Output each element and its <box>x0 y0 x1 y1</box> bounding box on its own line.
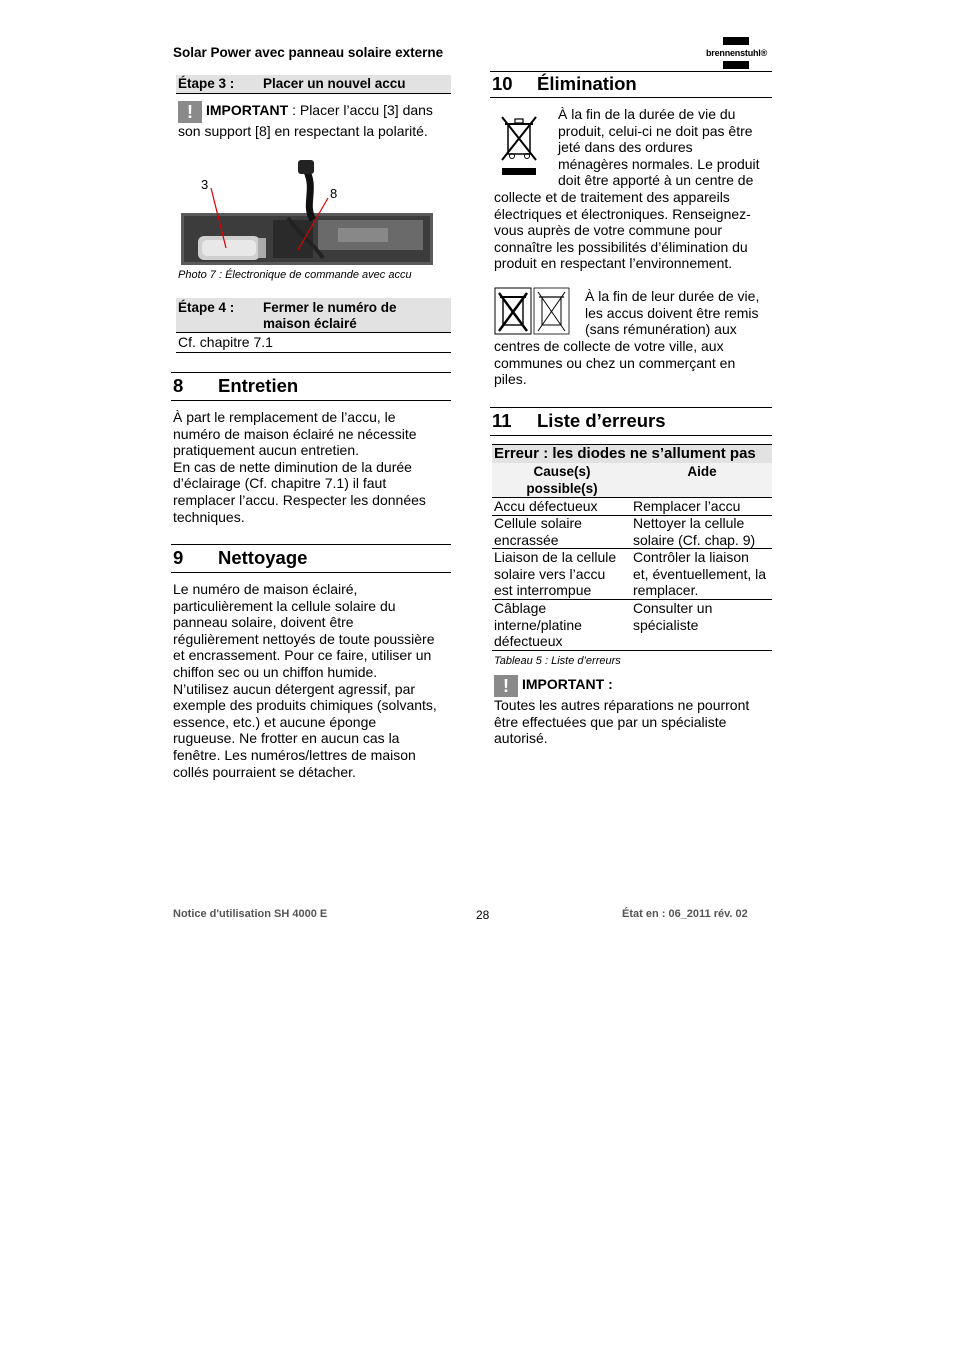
step4-ref: Cf. chapitre 7.1 <box>178 334 273 350</box>
col-header-cause-a: Cause(s) <box>533 464 591 479</box>
step4-value-a: Fermer le numéro de <box>263 300 397 315</box>
table-caption: Tableau 5 : Liste d’erreurs <box>494 655 621 667</box>
cause-line: est interrompue <box>494 582 592 599</box>
aide-line: Consulter un <box>633 600 713 616</box>
step4-ref-row <box>176 334 451 353</box>
text-line: pratiquement aucun entretien. <box>173 442 360 459</box>
text-line: communes ou chez un commerçant en <box>494 354 736 371</box>
text-line: électriques et électroniques. Renseignez- <box>494 205 751 222</box>
section-9-number: 9 <box>173 547 184 568</box>
text-line: les accus doivent être remis <box>585 304 759 321</box>
col-header-cause-b: possible(s) <box>526 480 598 496</box>
cause-line: solaire vers l’accu <box>494 565 606 582</box>
text-line: N’utilisez aucun détergent agressif, par <box>173 680 416 697</box>
text-line: À la fin de la durée de vie du <box>558 106 736 122</box>
text-line: fenêtre. Les numéros/lettres de maison <box>173 746 416 763</box>
text-line: numéro de maison éclairé ne nécessite <box>173 425 417 442</box>
text-line: d’éclairage (Cf. chapitre 7.1) il faut <box>173 475 387 492</box>
table-row <box>492 549 772 600</box>
text-line: produit, celui-ci ne doit pas être <box>558 122 753 139</box>
text-line: collecte et de traitement des appareils <box>494 189 730 205</box>
text-line: En cas de nette diminution de la durée <box>173 458 412 475</box>
section-8-heading <box>171 372 451 401</box>
aide-line: solaire (Cf. chap. 9) <box>633 531 756 548</box>
step3-bar <box>176 75 451 94</box>
section-9-title: Nettoyage <box>218 547 308 568</box>
section-8-body <box>173 409 453 525</box>
text-line: collés pourraient se détacher. <box>173 763 356 780</box>
cause-line: Câblage <box>494 600 547 616</box>
cause-line: Liaison de la cellule <box>494 549 617 565</box>
warning-icon: ! <box>494 675 518 697</box>
text-line: jeté dans des ordures <box>558 139 693 156</box>
section-10-number: 10 <box>492 73 513 94</box>
aide-line: Remplacer l’accu <box>633 498 741 514</box>
text-line: remplacer l’accu. Respecter les données <box>173 491 426 508</box>
important-label-2: IMPORTANT : <box>522 676 613 692</box>
text-line: connaître les possibilités d’élimination du <box>494 238 748 255</box>
step3-value: Placer un nouvel accu <box>263 76 406 91</box>
photo-illustration <box>178 158 436 268</box>
important-note-1 <box>178 101 453 140</box>
important-note-2 <box>494 675 774 747</box>
aide-line: Nettoyer la cellule <box>633 515 745 531</box>
error-table-header <box>492 463 772 498</box>
aide-line: spécialiste <box>633 616 699 633</box>
section-11-heading <box>490 407 772 436</box>
table-row <box>492 600 772 651</box>
text-line: piles. <box>494 371 527 388</box>
text-line: particulièrement la cellule solaire du <box>173 597 396 614</box>
step4-bar <box>176 298 451 333</box>
col-header-cause <box>492 464 632 497</box>
document-title: Solar Power avec panneau solaire externe <box>173 45 444 60</box>
text-line: À part le remplacement de l’accu, le <box>173 409 396 425</box>
text-line: autorisé. <box>494 730 548 747</box>
section-9-heading <box>171 544 451 573</box>
section-10-para2-indented <box>585 288 775 338</box>
brand-logo <box>706 37 770 69</box>
text-line: exemple des produits chimiques (solvants, <box>173 697 437 714</box>
text-line: Le numéro de maison éclairé, <box>173 581 358 597</box>
text-line: essence, etc.) et aucune éponge <box>173 713 377 730</box>
section-8-number: 8 <box>173 375 184 396</box>
section-10-para1-indented <box>558 106 773 189</box>
text-line: panneau solaire, doivent être <box>173 614 354 631</box>
text-line: À la fin de leur durée de vie, <box>585 288 760 304</box>
error-table-title-text: Erreur : les diodes ne s’allument pas <box>494 445 756 462</box>
weee-bin-icon <box>500 114 540 176</box>
text-line: ménagères normales. Le produit <box>558 155 760 172</box>
footer-revision: État en : 06_2011 rév. 02 <box>622 908 748 920</box>
important-label: IMPORTANT <box>206 102 289 118</box>
text-line: centres de collecte de votre ville, aux <box>494 338 724 354</box>
warning-icon: ! <box>178 101 202 123</box>
table-row <box>492 497 772 516</box>
cause-line: Cellule solaire <box>494 515 582 531</box>
text-line: régulièrement nettoyés de toute poussière <box>173 630 435 647</box>
aide-line: remplacer. <box>633 582 699 599</box>
text-line: vous auprès de votre commune pour <box>494 222 723 239</box>
step3-key: Étape 3 : <box>178 76 235 91</box>
section-10-title: Élimination <box>537 73 637 94</box>
footer-doc-name: Notice d'utilisation SH 4000 E <box>173 908 328 920</box>
text-line: (sans rémunération) aux <box>585 321 737 338</box>
section-10-para2-full <box>494 338 774 388</box>
logo-text: brennenstuhl® <box>706 48 768 58</box>
aide-line: Contrôler la liaison <box>633 549 749 565</box>
section-10-para1-full <box>494 189 774 272</box>
text-line: chiffon sec ou un chiffon humide. <box>173 663 378 680</box>
text-line: techniques. <box>173 508 245 525</box>
text-line: être effectuées que par un spécialiste <box>494 713 727 730</box>
cause-line: interne/platine <box>494 616 582 633</box>
cause-line: encrassée <box>494 531 559 548</box>
section-10-heading <box>490 71 772 98</box>
text-line: doit être apporté à un centre de <box>558 172 754 189</box>
text-line: rugueuse. Ne frotter en aucun cas la <box>173 730 400 747</box>
text-line: Toutes les autres réparations ne pourront <box>494 697 750 713</box>
section-9-body <box>173 581 453 780</box>
battery-disposal-icon <box>494 287 570 335</box>
section-8-title: Entretien <box>218 375 299 396</box>
table-row <box>492 515 772 549</box>
aide-line: et, éventuellement, la <box>633 565 767 582</box>
photo-electronics <box>178 158 436 268</box>
cause-line: Accu défectueux <box>494 498 598 514</box>
section-11-title: Liste d’erreurs <box>537 410 666 431</box>
logo-bar-top <box>723 37 749 45</box>
text-line: produit en respectant l’environnement. <box>494 255 733 272</box>
photo-caption: Photo 7 : Électronique de commande avec accu <box>178 269 412 281</box>
photo-label-8: 8 <box>330 186 338 201</box>
error-table-title <box>492 444 772 464</box>
important-text-a: : Placer l’accu [3] dans <box>288 102 433 118</box>
step4-key: Étape 4 : <box>178 300 235 315</box>
photo-label-3: 3 <box>201 177 209 192</box>
section-11-number: 11 <box>492 410 512 431</box>
col-header-aide: Aide <box>687 464 717 479</box>
page-number: 28 <box>476 908 490 922</box>
text-line: et encrassement. Pour ce faire, utiliser un <box>173 647 432 664</box>
cause-line: défectueux <box>494 633 563 650</box>
important-text-b: son support [8] en respectant la polarité. <box>178 123 428 139</box>
logo-bar-bottom <box>723 61 749 69</box>
step4-value-b: maison éclairé <box>263 316 357 331</box>
